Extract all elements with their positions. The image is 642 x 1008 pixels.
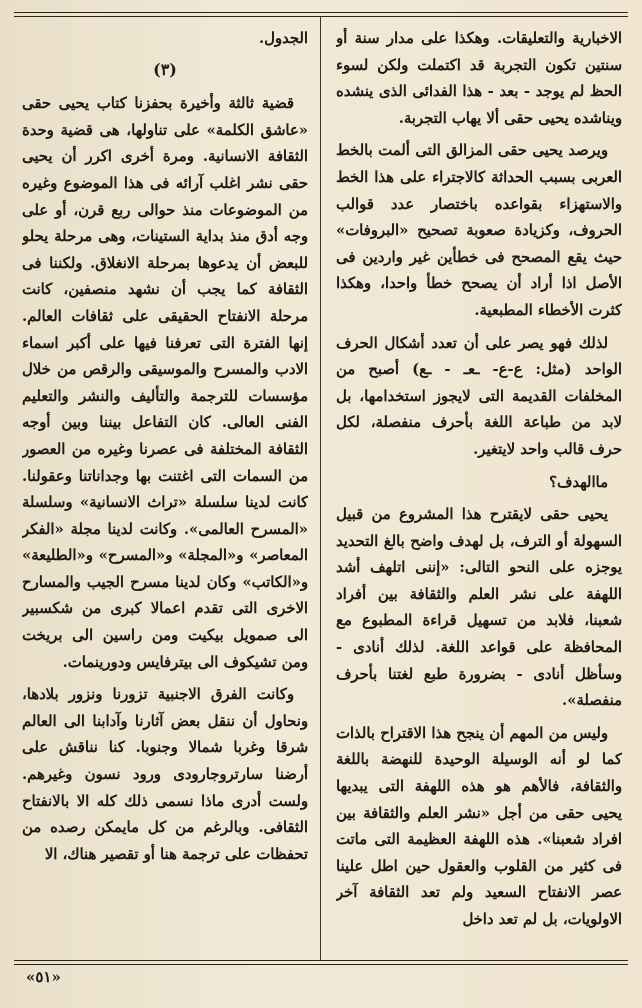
paragraph: الاخبارية والتعليقات. وهكذا على مدار سنة أو سنتين تكون التجربة قد اكتملت ولكن لسوء الحظ لم يوجد - بعد - هذا الفدائى الذى ينشده ويناشده يحيى حقى ألا يهاب التجربة. <box>336 30 622 127</box>
bottom-rule <box>14 960 628 965</box>
paragraph: قضية ثالثة وأخيرة بحفزنا كتاب يحيى حقى «عاشق الكلمة» على تناولها، هى قضية وحدة الثقافة الانسانية. ومرة أخرى اكرر أن يحيى حقى نشر اغلب آرائه فى هذا الموضوع وغيره من الموضوعات منذ حوالى ربع قرن، أو على وجه أدق منذ بداية الستينات، وهى مرحلة يحلو للبعض أن يدعوها بمرحلة الانغلاق. ولكننا فى الثقافة كما يجب أن نشهد منصفين، كانت مرحلة الانفتاح الحقيقى على ثقافات العالم. إنها الفترة التى تعرفنا فيها على أكبر اسماء الادب والمسرح والموسيقى والرقص من خلال مؤسسات للترجمة والتأليف والنشر والتعليم الفنى العالى. كان التفاعل بيننا وبين أوجه الثقافة المختلفة فى عصرنا وغيره من العصور من السمات التى اغتنت بها وجداناتنا وعقولنا. كانت لدينا سلسلة «تراث الانسانية» وسلسلة «المسرح العالمى». وكانت لدينا مجلة «الفكر المعاصر» و«المجلة» و«المسرح» و«الطليعة» و«الكاتب» وكان لدينا مسرح الجيب والمسارح الاخرى التى تقدم اعمالا كبرى من شكسبير الى صمويل بيكيت ومن راسين الى بريخت ومن تشيكوف الى بيترفايس ودورينمات. <box>22 95 308 671</box>
top-rule <box>14 12 628 17</box>
paragraph: لذلك فهو يصر على أن تعدد أشكال الحرف الواحد (مثل: ع-ع- ـعـ - ـع) أصبح من المخلفات القديمة التى لايجوز استخدامها، بل لابد من طباعة اللغة بأحرف منفصلة، لكل حرف قالب واحد لايتغير. <box>336 334 622 458</box>
paragraph: وليس من المهم أن ينجح هذا الاقتراح بالذات كما لو أنه الوسيلة الوحيدة للنهضة باللغة والثقافة، فالأهم هو هذه اللهفة التى يبديها يحيى حقى من أجل «نشر العلم والثقافة بين افراد شعبنا». هذه اللهفة العظيمة التى ماتت فى كثير من القلوب والعقول حين اطل علينا عصر الانفتاح السعيد ولم تعد الثقافة آخر الاولويات، بل لم تعد داخل <box>336 724 622 928</box>
paragraph: ماالهدف؟ <box>549 473 608 491</box>
left-column <box>22 26 308 956</box>
section-number: (٣) <box>153 59 177 79</box>
right-column <box>336 26 622 956</box>
column-divider <box>320 16 321 960</box>
paragraph: ويرصد يحيى حقى المزالق التى ألمت بالخط العربى بسبب الحداثة كالاجتراء على هذا الخط والاستهزاء بقواعده باختصار عدد قوالب الحروف، وكزيادة صعوبة تصحيح «البروفات» حيث يقع المصحح فى خطأين غير واردين فى الأصل اذا أراد أن يصحح خطأ واحدا، وهكذا كثرت الأخطاء المطبعية. <box>336 142 622 319</box>
page-number: «٥١» <box>26 968 61 986</box>
paragraph: الجدول. <box>259 30 308 47</box>
paragraph: وكانت الفرق الاجنبية تزورنا ونزور بلادها، ونحاول أن ننقل بعض آثارنا وآدابنا الى العالم شرقا وغربا شمالا وجنوبا. كنا نناقش على أرضنا سارتروجارودى ورود نسون وغيرهم. ولست أدرى ماذا نسمى ذلك كله الا بالانفتاح الثقافى. وبالرغم من كل مايمكن رصده من تحفظات على ترجمة هنا أو تقصير هناك، الا <box>22 686 308 863</box>
paragraph: يحيى حقى لايقترح هذا المشروع من قبيل السهولة أو الترف، بل لهدف واضح بالغ التحديد يوجزه على النحو التالى: «إننى اتلهف أشد اللهفة على نشر العلم والثقافة بين أفراد شعبنا، فلابد من تسهيل قراءة المطبوع مع المحافظة على قواعد اللغة. لذلك أنادى - وسأظل أنادى - بضرورة طبع لغتنا بأحرف منفصلة». <box>336 506 622 710</box>
